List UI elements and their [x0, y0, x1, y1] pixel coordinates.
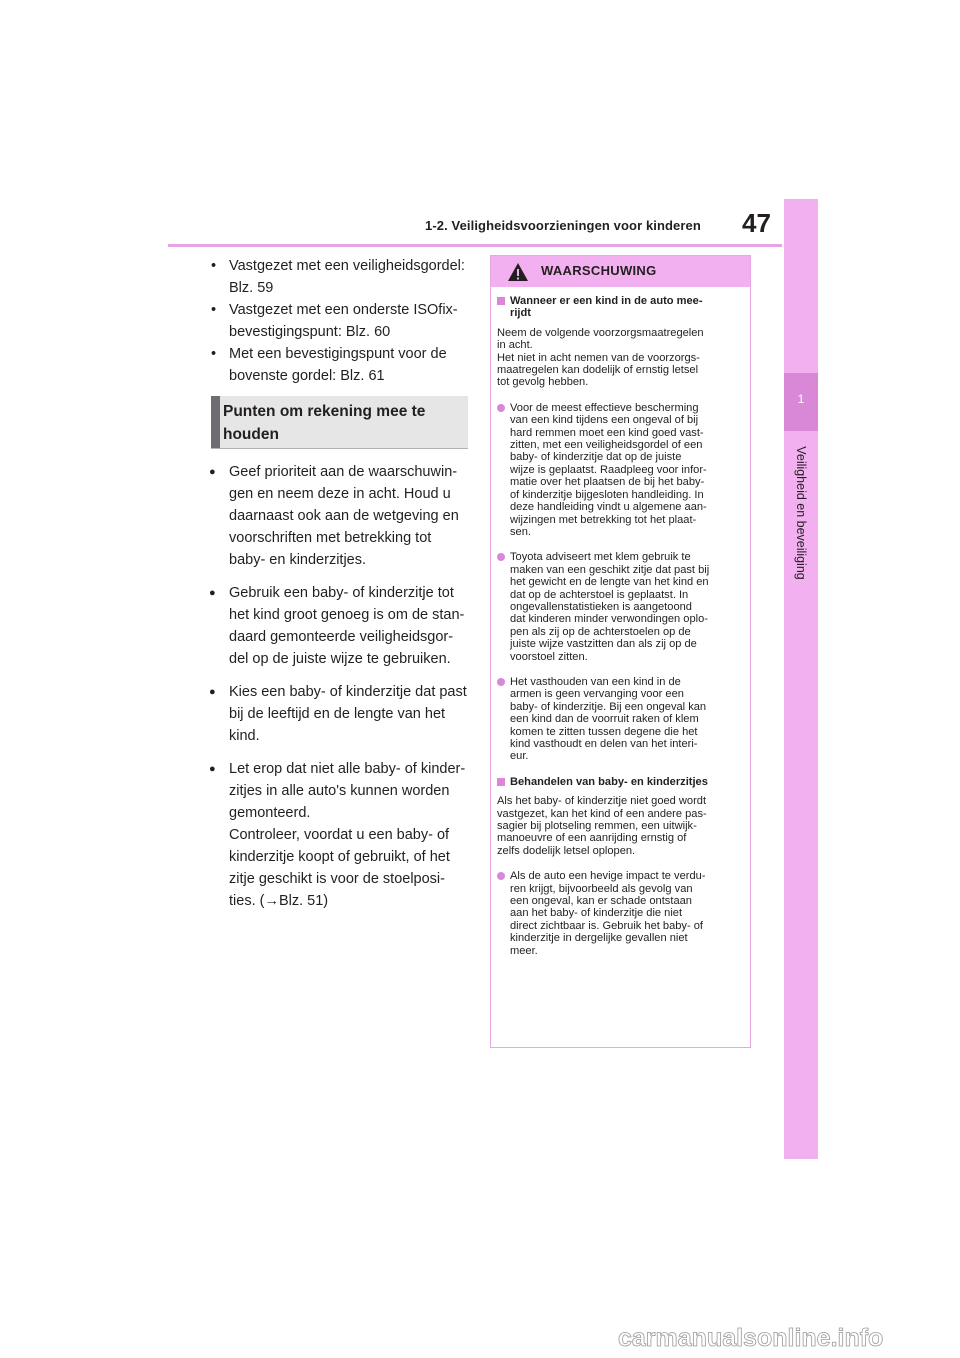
circle-bullet-icon: [497, 678, 505, 686]
bullet-icon: ●: [209, 686, 216, 698]
list-item: ● Gebruik een baby- of kinderzitje tot het kind groot genoeg is om de stan- daard gemonteerde veiligheidsgor- del op de juiste wijze te gebruiken.: [209, 582, 469, 670]
list-item: • Vastgezet met een veiligheidsgordel: Blz. 59: [209, 255, 471, 299]
mounting-methods-list: [209, 255, 471, 387]
warning-body: [491, 287, 750, 957]
points-list: [209, 461, 469, 923]
list-item: ● Geef prioriteit aan de waarschuwin- gen en neem deze in acht. Houd u daarnaast ook aan de wetgeving en voorschriften met betrekking tot baby- en kinderzitjes.: [209, 461, 469, 571]
section-heading-text: Punten om rekening mee te houden: [223, 403, 426, 443]
warning-box: [490, 255, 751, 1048]
bullet-icon: ●: [209, 587, 216, 599]
square-bullet-icon: [497, 297, 505, 305]
chapter-label: Veiligheid en beveiliging: [794, 446, 808, 580]
warning-header: [491, 256, 750, 287]
warning-paragraph: Neem de volgende voorzorgsmaatregelen in acht. Het niet in acht nemen van de voorzorgs- maatregelen kan dodelijk of ernstig letsel tot gevolg hebben.: [497, 326, 704, 389]
circle-bullet-icon: [497, 553, 505, 561]
warning-item: Toyota adviseert met klem gebruik te maken van een geschikt zitje dat past bij het gewicht en de lengte van het kind en dat op de achterstoel is geplaatst. In ongevallenstatistieken is aangetoond dat kinderen minder verwondingen oplo- pen als zij op de achterstoelen op de juiste wijze vastzitten dan als zij op de voorstoel zitten.: [497, 551, 744, 663]
list-item: • Vastgezet met een onderste ISOfix- bevestigingspunt: Blz. 60: [209, 299, 471, 343]
warning-item: Voor de meest effectieve bescherming van een kind tijdens een ongeval of bij hard remmen moet een kind goed vast- zitten, met een veiligheidsgordel of een baby- of kinderzitje dat op de juiste wijze is geplaatst. Raadpleeg voor infor- matie over het plaatsen de bij het baby- of kinderzitje bijgesloten handleiding. In deze handleiding vindt u algemene aan- wijzingen met betrekking tot het plaat- sen.: [497, 402, 744, 538]
square-bullet-icon: [497, 778, 505, 786]
bullet-icon: ●: [209, 466, 216, 478]
list-item: • Met een bevestigingspunt voor de bovenste gordel: Blz. 61: [209, 343, 471, 387]
warning-subheading: Wanneer er een kind in de auto mee- rijdt: [497, 295, 744, 320]
dot-bullet: •: [211, 258, 217, 274]
warning-item: Als de auto een hevige impact te verdu- ren krijgt, bijvoorbeeld als gevolg van een ongeval, kan er schade ontstaan aan het baby- of kinderzitje die niet direct zichtbaar is. Gebruik het baby- of kinderzitje in dergelijke gevallen niet meer.: [497, 870, 744, 957]
warning-item: Het vasthouden van een kind in de armen is geen vervanging voor een baby- of kinderzitje. Bij een ongeval kan een kind dan de voorruit raken of klem komen te zitten tussen degene die het kind vasthoudt en delen van het interi- eur.: [497, 676, 744, 763]
watermark: [618, 1322, 958, 1352]
chapter-number: 1: [797, 392, 805, 406]
page-number: 47: [742, 208, 771, 238]
svg-text:carmanualsonline.info: carmanualsonline.info: [618, 1324, 884, 1352]
dot-bullet: •: [211, 302, 217, 318]
circle-bullet-icon: [497, 404, 505, 412]
warning-subheading: Behandelen van baby- en kinderzitjes: [497, 776, 744, 788]
list-item: ● Kies een baby- of kinderzitje dat past bij de leeftijd en de lengte van het kind.: [209, 681, 469, 747]
warning-title: WAARSCHUWING: [541, 263, 657, 278]
header-title: 1-2. Veiligheidsvoorzieningen voor kinderen: [425, 218, 701, 233]
chapter-side-tab: [784, 199, 818, 1159]
warning-triangle-icon: [507, 262, 529, 282]
bullet-icon: ●: [209, 763, 216, 775]
list-item: ● Let erop dat niet alle baby- of kinder- zitjes in alle auto's kunnen worden gemonteerd. Controleer, voordat u een baby- of kinderzitje koopt of gebruikt, of het zitje geschikt is voor de stoelposi- ties. (→Blz. 51): [209, 758, 469, 912]
section-heading: [211, 396, 468, 449]
header-rule: [168, 244, 782, 247]
warning-paragraph: Als het baby- of kinderzitje niet goed wordt vastgezet, kan het kind of een andere pas- sagier bij plotseling remmen, een uitwijk- manoeuvre of een aanrijding ernstig of zelfs dodelijk letsel oplopen.: [497, 795, 707, 857]
circle-bullet-icon: [497, 872, 505, 880]
section-heading-bar: [211, 396, 220, 448]
dot-bullet: •: [211, 346, 217, 362]
